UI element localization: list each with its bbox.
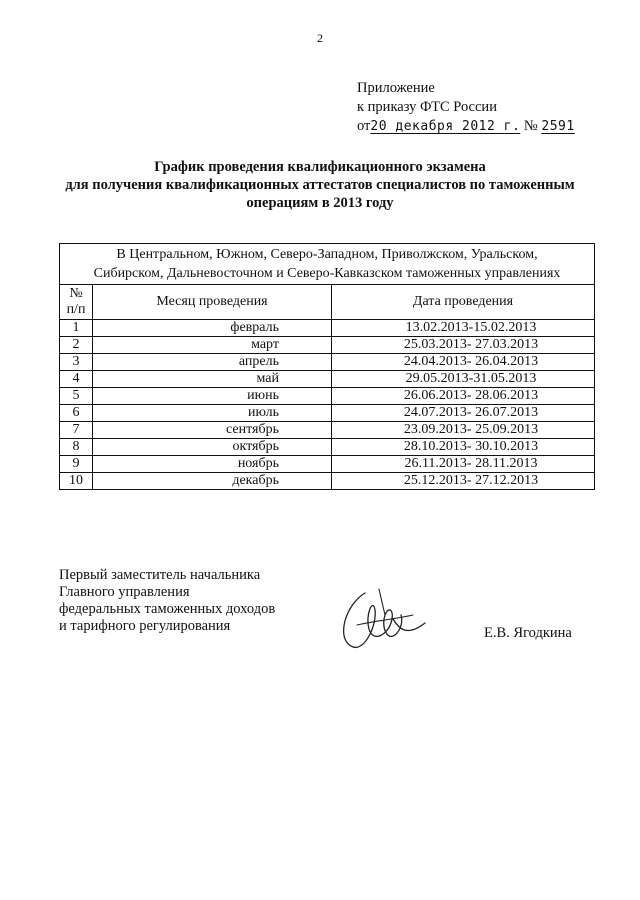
signatory-title-line: Главного управления	[59, 584, 190, 600]
row-date: 13.02.2013-15.02.2013	[332, 320, 595, 337]
title-line: для получения квалификационных аттестатов специалистов по таможенным	[65, 177, 575, 193]
row-number: 8	[60, 439, 93, 456]
column-header-month: Месяц проведения	[93, 285, 332, 320]
table-row	[60, 354, 595, 371]
row-number: 5	[60, 388, 93, 405]
row-month: февраль	[93, 320, 332, 337]
row-number: 3	[60, 354, 93, 371]
row-number: 6	[60, 405, 93, 422]
row-date: 24.04.2013- 26.04.2013	[332, 354, 595, 371]
row-number: 2	[60, 337, 93, 354]
order-date: 20 декабря 2012 г.	[370, 119, 521, 134]
signature-icon	[335, 585, 435, 665]
title-line: операциям в 2013 году	[246, 195, 394, 211]
column-header-number-abbr: п/п	[66, 302, 86, 317]
exam-schedule-table	[59, 243, 595, 490]
row-date: 24.07.2013- 26.07.2013	[332, 405, 595, 422]
table-row	[60, 337, 595, 354]
order-number: 2591	[541, 119, 575, 134]
row-number: 10	[60, 473, 93, 490]
row-date: 23.09.2013- 25.09.2013	[332, 422, 595, 439]
signatory-title-line: и тарифного регулирования	[59, 618, 231, 634]
row-date: 25.03.2013- 27.03.2013	[332, 337, 595, 354]
region-header-line: В Центральном, Южном, Северо-Западном, Приволжском, Уральском,	[116, 247, 538, 262]
order-number-label: №	[523, 118, 538, 134]
appendix-order-ref: к приказу ФТС России	[357, 99, 497, 115]
row-date: 25.12.2013- 27.12.2013	[332, 473, 595, 490]
row-month: июнь	[93, 388, 332, 405]
row-date: 29.05.2013-31.05.2013	[332, 371, 595, 388]
region-header	[60, 244, 595, 285]
table-row	[60, 388, 595, 405]
table-row	[60, 320, 595, 337]
table-row	[60, 439, 595, 456]
column-header-number	[60, 285, 93, 320]
row-month: октябрь	[93, 439, 332, 456]
row-number: 7	[60, 422, 93, 439]
row-month: июль	[93, 405, 332, 422]
signatory-title-block	[59, 567, 275, 635]
signatory-title-line: Первый заместитель начальника	[59, 567, 261, 583]
row-number: 9	[60, 456, 93, 473]
row-number: 1	[60, 320, 93, 337]
region-header-line: Сибирском, Дальневосточном и Северо-Кавказском таможенных управлениях	[93, 266, 561, 281]
table-row	[60, 422, 595, 439]
table-row	[60, 456, 595, 473]
row-date: 28.10.2013- 30.10.2013	[332, 439, 595, 456]
row-number: 4	[60, 371, 93, 388]
signer-name: Е.В. Ягодкина	[484, 625, 572, 641]
column-header-date: Дата проведения	[332, 285, 595, 320]
row-month: ноябрь	[93, 456, 332, 473]
table-row	[60, 371, 595, 388]
document-title	[40, 158, 600, 212]
row-month: сентябрь	[93, 422, 332, 439]
appendix-block	[357, 79, 575, 136]
column-header-number-symbol: №	[69, 286, 83, 301]
order-date-prefix: от	[357, 118, 371, 134]
title-line: График проведения квалификационного экзамена	[154, 159, 486, 175]
appendix-title: Приложение	[357, 80, 435, 96]
handwritten-signature	[335, 585, 435, 670]
row-date: 26.06.2013- 28.06.2013	[332, 388, 595, 405]
page-number: 2	[317, 31, 323, 45]
row-month: март	[93, 337, 332, 354]
row-month: декабрь	[93, 473, 332, 490]
row-month: апрель	[93, 354, 332, 371]
signatory-title-line: федеральных таможенных доходов	[59, 601, 276, 617]
table-row	[60, 405, 595, 422]
row-month: май	[93, 371, 332, 388]
table-row	[60, 473, 595, 490]
appendix-order-details	[357, 117, 575, 136]
row-date: 26.11.2013- 28.11.2013	[332, 456, 595, 473]
